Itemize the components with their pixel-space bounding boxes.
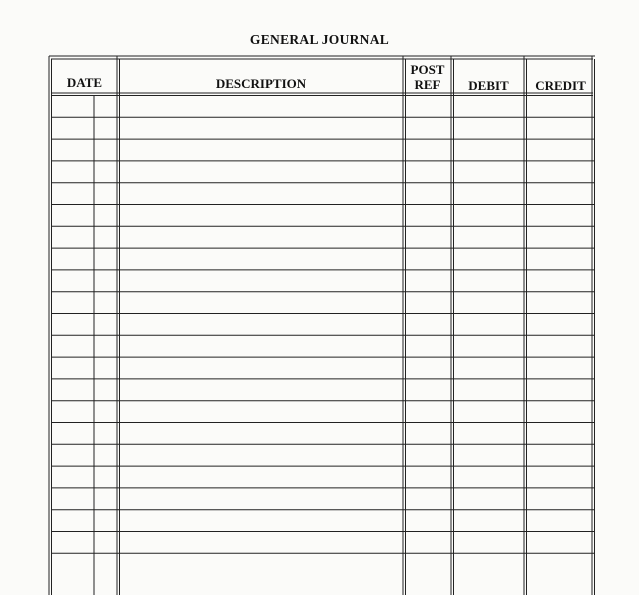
post-ref-line2: REF [414,77,441,92]
column-header-credit: CREDIT [535,78,586,93]
column-header-date: DATE [66,75,103,90]
journal-grid [48,55,596,595]
journal-title: GENERAL JOURNAL [249,32,390,47]
post-ref-line1: POST [410,62,445,77]
column-header-debit: DEBIT [468,78,509,93]
column-header-description: DESCRIPTION [215,76,307,91]
journal-table [48,55,596,595]
column-header-post-ref [404,62,451,92]
